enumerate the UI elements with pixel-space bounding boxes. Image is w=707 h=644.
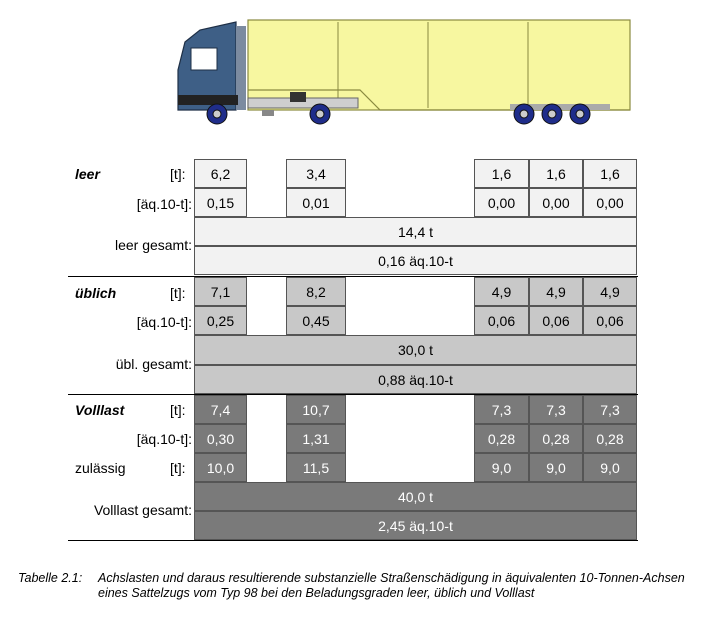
truck-illustration	[0, 0, 707, 150]
voll-t-axle-2: 10,7	[286, 395, 346, 424]
leer-aeq-axle-1: 0,15	[194, 188, 247, 217]
voll-gesamt-aeq: 2,45 äq.10-t	[194, 511, 637, 540]
leer-aeq-axle-5: 0,00	[583, 188, 637, 217]
voll-t-axle-4: 7,3	[529, 395, 583, 424]
voll-gesamt-t: 40,0 t	[194, 482, 637, 511]
voll-gesamt-label: Volllast gesamt:	[93, 502, 192, 518]
voll-aeq-axle-2: 1,31	[286, 424, 346, 453]
leer-gesamt-t: 14,4 t	[194, 217, 637, 246]
voll-t-unit: [t]:	[170, 402, 186, 418]
voll-zul-axle-3: 9,0	[474, 453, 529, 482]
voll-zul-axle-2: 11,5	[286, 453, 346, 482]
ublich-aeq-axle-5: 0,06	[583, 306, 637, 335]
ublich-aeq-label: [äq.10-t]:	[136, 314, 192, 330]
voll-t-axle-5: 7,3	[583, 395, 637, 424]
ublich-t-axle-3: 4,9	[474, 277, 529, 306]
ublich-t-unit: [t]:	[170, 285, 186, 301]
caption-prefix: Tabelle 2.1:	[18, 571, 83, 585]
leer-title: leer	[75, 166, 100, 182]
voll-zul-label: zulässig	[75, 460, 126, 476]
ublich-gesamt-aeq: 0,88 äq.10-t	[194, 365, 637, 394]
leer-aeq-label: [äq.10-t]:	[136, 196, 192, 212]
leer-t-axle-2: 3,4	[286, 159, 346, 188]
ublich-aeq-axle-2: 0,45	[286, 306, 346, 335]
ublich-t-axle-1: 7,1	[194, 277, 247, 306]
leer-aeq-axle-2: 0,01	[286, 188, 346, 217]
ublich-t-axle-5: 4,9	[583, 277, 637, 306]
leer-gesamt-aeq: 0,16 äq.10-t	[194, 246, 637, 275]
leer-gesamt-label: leer gesamt:	[114, 237, 192, 253]
leer-t-unit: [t]:	[170, 166, 186, 182]
leer-aeq-axle-4: 0,00	[529, 188, 583, 217]
caption-text: Achslasten und daraus resultierende substanzielle Straßenschädigung in äquivalenten 10-Tonnen-Achsen eines Sattelzugs vom Typ 98 bei den Beladungsgraden leer, üblich und Volllast	[98, 571, 685, 600]
voll-title: Volllast	[75, 402, 125, 418]
leer-aeq-axle-3: 0,00	[474, 188, 529, 217]
voll-zul-axle-5: 9,0	[583, 453, 637, 482]
ublich-aeq-axle-3: 0,06	[474, 306, 529, 335]
ublich-t-axle-2: 8,2	[286, 277, 346, 306]
ublich-gesamt-t: 30,0 t	[194, 335, 637, 365]
voll-aeq-label: [äq.10-t]:	[136, 431, 192, 447]
voll-zul-axle-1: 10,0	[194, 453, 247, 482]
voll-aeq-axle-3: 0,28	[474, 424, 529, 453]
ublich-t-axle-4: 4,9	[529, 277, 583, 306]
ublich-title: üblich	[75, 285, 117, 301]
ublich-gesamt-label: übl. gesamt:	[115, 356, 192, 372]
separator-voll	[68, 540, 638, 541]
leer-t-axle-4: 1,6	[529, 159, 583, 188]
voll-aeq-axle-5: 0,28	[583, 424, 637, 453]
voll-aeq-axle-1: 0,30	[194, 424, 247, 453]
leer-t-axle-3: 1,6	[474, 159, 529, 188]
voll-zul-unit: [t]:	[170, 460, 186, 476]
voll-aeq-axle-4: 0,28	[529, 424, 583, 453]
voll-zul-axle-4: 9,0	[529, 453, 583, 482]
ublich-aeq-axle-4: 0,06	[529, 306, 583, 335]
leer-t-axle-1: 6,2	[194, 159, 247, 188]
leer-t-axle-5: 1,6	[583, 159, 637, 188]
voll-t-axle-3: 7,3	[474, 395, 529, 424]
voll-t-axle-1: 7,4	[194, 395, 247, 424]
ublich-aeq-axle-1: 0,25	[194, 306, 247, 335]
